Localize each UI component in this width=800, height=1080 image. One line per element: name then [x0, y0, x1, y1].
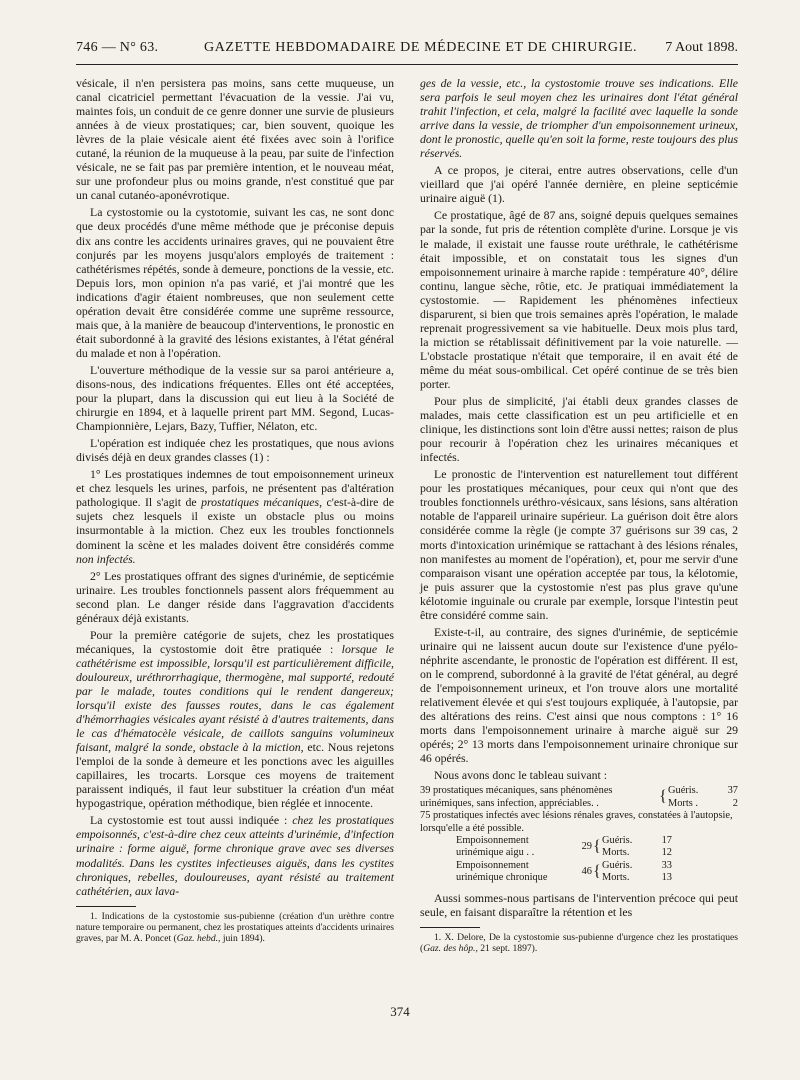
paragraph: Existe-t-il, au contraire, des signes d'urinémie, de septicémie urinaire qui ne laissent aucun doute sur l'existence d'une pyélo-néphrite ascendante, le pronostic de l'opération est différent. Il est, on le comprend, subordonné à la gravité de l'état général, au degré de l'empoisonnement urineux, et l'on trouve alors une mortalité relativement élevée et qui s'est toujours expliquée, à l'autopsie, par des altérations des reins. C'est ainsi que nous comptons : 1° 16 morts dans l'empoisonnement urinaire à marche aiguë sur 29 opérés; 2° 13 morts dans l'empoisonnement urinaire chronique sur 46 opérés.	[420, 624, 738, 766]
folio-number: 374	[390, 1004, 410, 1019]
paragraph: vésicale, il n'en persistera pas moins, sans cette muqueuse, un canal cicatriciel permettant l'évacuation de la vessie. J'ai vu, maintes fois, un conduit de ce genre donner une survie de plusieurs années à de vieux prostatiques; car, bien souvent, quoique les lèvres de la plaie vésicale aient été fixées avec soin à l'orifice cutané, la réunion de la muqueuse à la peau, par suite de l'infection vésicale, ne se fait pas par première intention, et le nouveau méat, sur une profondeur plus ou moins grande, n'est constitué que par un canal cutanéo-aponévrotique.	[76, 76, 394, 203]
paragraph: La cystostomie ou la cystotomie, suivant les cas, ne sont donc que deux procédés d'une même méthode que je préconise depuis dix ans contre les accidents urinaires graves, qui ne pouvaient être conjurés par les moyens jusqu'alors employés de traitement : cathétérismes répétés, sonde à demeure, ponctions de la vessie, etc. Depuis lors, mon opinion n'a pas varié, et j'ai montré que les indications d'agir étaient nombreuses, que non seulement cette opération devait être considérée comme une suprême ressource, mais que, à la manière de beaucoup d'interventions, le pronostic en était subordonné à la gravité des lésions existantes, à l'état général du malade et non à l'opération.	[76, 205, 394, 360]
paragraph: 2° Les prostatiques offrant des signes d'urinémie, de septicémie urinaire. Les troubles fonctionnels passent alors fréquemment au second plan. Le danger réside dans l'aggravation d'accidents généraux déjà existants.	[76, 568, 394, 625]
paragraph: Aussi sommes-nous partisans de l'intervention précoce qui peut seule, en faisant disparaître la rétention et les	[420, 890, 738, 919]
footnote-rule	[76, 906, 136, 907]
paragraph: 1° Les prostatiques indemnes de tout empoisonnement urineux et chez lesquels les urines, parfois, ne présentent pas d'altération pathologique. Il s'agit de prostatiques mécaniques, c'est-à-dire de sujets chez lesquels il existe un obstacle plus ou moins insurmontable à la miction. Chez eux les troubles fonctionnels dominent la scène et les malades doivent être considérés comme non infectés.	[76, 467, 394, 566]
running-header	[76, 38, 738, 65]
footnote-rule	[420, 927, 480, 928]
row-description: 39 prostatiques mécaniques, sans phénomènes urinémiques, sans infection, appréciables. .	[420, 785, 613, 809]
journal-title: GAZETTE HEBDOMADAIRE DE MÉDECINE ET DE CHIRURGIE.	[204, 40, 638, 55]
table-row: Empoisonnement urinémique aigu . . 29 { Guéris. 17 Morts. 12	[456, 834, 672, 859]
paragraph: Le pronostic de l'intervention est naturellement tout différent pour les prostatiques mécaniques, pour ceux qui n'ont que des troubles fonctionnels uréthro-vésicaux, sans lésions, sans altération notable de l'appareil urinaire supérieur. La guérison doit être alors considérée comme la règle (je compte 37 guérisons sur 39 cas, 2 morts d'intoxication urinémique se rattachant à des lésions rénales, non manifestes au moment de l'opération), et, pour me servir d'une comparaison visant une opération acceptée par tous, la kélotomie, je puis assurer que la cystostomie n'est pas plus grave qu'une kélotomie inguinale ou crurale par exemple, lorsque l'intestin peut être considéré comme sain.	[420, 467, 738, 622]
page-number: 746 — N° 63.	[76, 40, 159, 55]
paragraph: Pour la première catégorie de sujets, chez les prostatiques mécaniques, la cystostomie doit être pratiquée : lorsque le cathétérisme est impossible, lorsqu'il est particulièrement difficile, douloureux, uréthrorrhagique, thermogène, mal supporté, redouté par le malade, toutes conditions qui le rendent dangereux; lorsqu'il existe des fausses routes, dans le cas également d'hémorrhagies vésicales ayant résisté à d'autres traitements, dans le cas d'hématocèle vésicale, de caillots sanguins volumineux faisant, malgré la sonde, obstacle à la miction, etc. Nous rejetons l'emploi de la sonde à demeure et les ponctions avec les aiguilles capillaires, les trocarts. Lorsque ces moyens de traitement paraissent indiqués, il faut leur substituer la création d'un méat hypogastrique, opération méthodique, bien réglée et innocente.	[76, 627, 394, 811]
footnote: 1. Indications de la cystostomie sus-pubienne (création d'un urèthre contre nature temporaire ou permanent, chez les prostatiques atteints d'accidents urinaires graves, par M. A. Poncet (Gaz. hebd., juin 1894).	[76, 910, 394, 945]
table-row: Empoisonnement urinémique chronique 46 { Guéris. 33 Morts. 13	[456, 859, 672, 884]
left-column	[76, 76, 394, 948]
paragraph: ges de la vessie, etc., la cystostomie trouve ses indications. Elle sera parfois le seul moyen chez les urinaires dont l'état général trahit l'infection, et cela, malgré la facilité avec laquelle la sonde arrive dans la vessie, de triompher d'un empoisonnement urineux, dont le pronostic, quelle qu'en soit la forme, reste toujours des plus réservés.	[420, 76, 738, 161]
table-row	[420, 810, 738, 835]
paragraph: A ce propos, je citerai, entre autres observations, celle d'un vieillard que j'ai opéré l'année dernière, en pleine septicémie urinaire aiguë (1).	[420, 163, 738, 206]
paragraph: Pour plus de simplicité, j'ai établi deux grandes classes de malades, mais cette classification est un peu artificielle et en clinique, les distinctions sont loin d'être aussi nettes; raison de plus pour recourir à l'opération chez les urinaires mécaniques et infectés.	[420, 394, 738, 465]
paragraph: Nous avons donc le tableau suivant :	[434, 768, 607, 783]
paragraph: L'ouverture méthodique de la vessie sur sa paroi antérieure a, disons-nous, des indications fréquentes. Elles ont été acceptées, pour la plupart, dans la discussion qui eut lieu à la Société de chirurgie en 1894, et à laquelle prirent part MM. Segond, Lucas-Championnière, Lejars, Bazy, Tuffier, Nélaton, etc.	[76, 362, 394, 434]
paragraph: La cystostomie est tout aussi indiquée : chez les prostatiques empoisonnés, c'est-à-dire chez ceux atteints d'urinémie, d'infection urinaire : forme aiguë, forme chronique grave avec ses diverses modalités. Dans les cystites infectieuses aiguës, dans les cystites chroniques, rebelles, douloureuses, ayant résisté au traitement cathétérien, aux lava-	[76, 813, 394, 898]
right-column	[420, 76, 738, 957]
paragraph: L'opération est indiquée chez les prostatiques, que nous avions divisés déjà en deux grandes classes (1) :	[76, 436, 394, 465]
paragraph: Ce prostatique, âgé de 87 ans, soigné depuis quelques semaines par la sonde, fut pris de rétention complète d'urine. Lorsque je vis le malade, il existait une fausse route uréthrale, le cathétérisme était impossible, et on constatait tous les signes d'un empoisonnement urinaire à marche rapide : température 40°, délire continu, langue sèche, rôtie, etc. Je pratiquai immédiatement la cystostomie. — Rapidement les phénomènes infectieux disparurent, si bien que trois semaines après l'opération, le malade reprenait progressivement sa vie habituelle. Deux mois plus tard, la miction se rétablissait définitivement par la voie naturelle. — L'obstacle prostatique n'était que temporaire, il en avait été de même du méat sous-ombilical. Cet opéré continue de se très bien porter.	[420, 208, 738, 391]
footnote: 1. X. Delore, De la cystostomie sus-pubienne d'urgence chez les prostatiques (Gaz. des hôp., 21 sept. 1897).	[420, 931, 738, 955]
table-row: 39 prostatiques mécaniques, sans phénomènes urinémiques, sans infection, appréciables. . { Guéris. 37 Morts . 2	[420, 785, 738, 809]
issue-date: 7 Aout 1898.	[665, 40, 738, 55]
results-table	[420, 785, 738, 884]
row-description: 75 prostatiques infectés avec lésions rénales graves, constatées à l'autopsie, lorsqu'elle a été possible.	[420, 810, 733, 834]
